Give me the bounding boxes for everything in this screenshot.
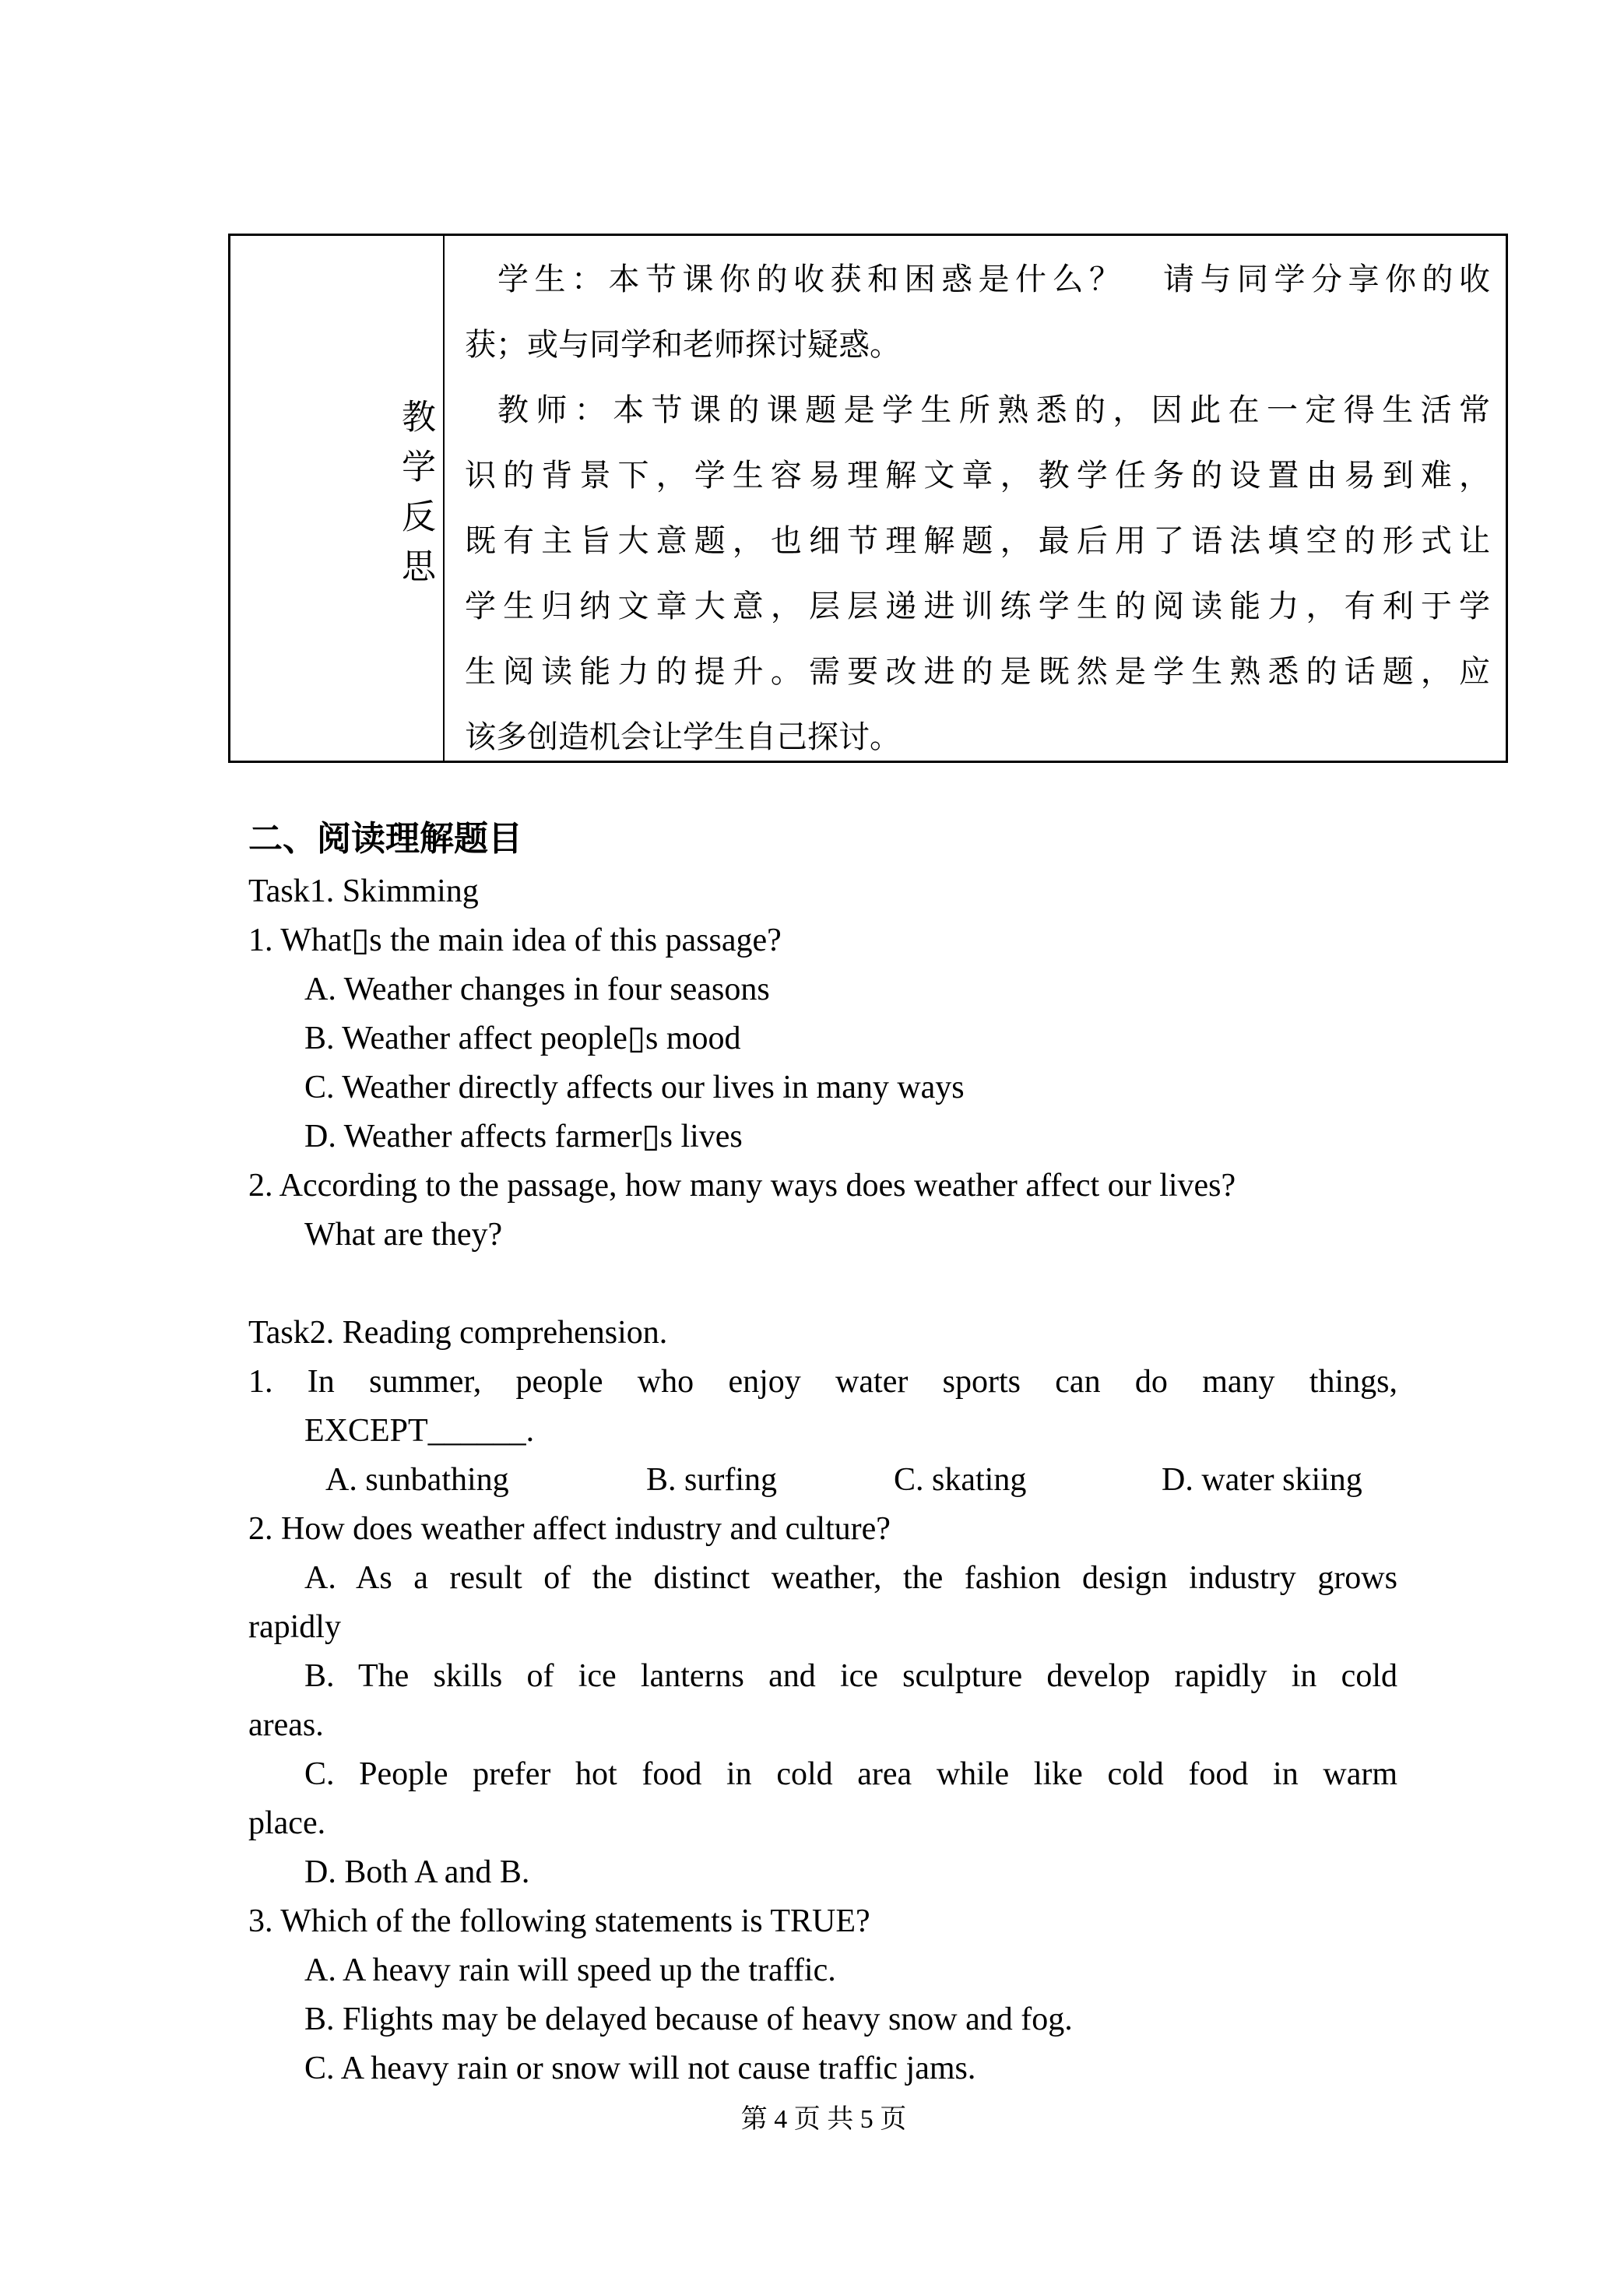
task2-q2-option-b: B. The skills of ice lanterns and ice sculpture develop rapidly in cold — [304, 1658, 1397, 1694]
task2-q2-option-b-cont: areas. — [248, 1707, 324, 1743]
task2-q1-option-c: C. skating — [894, 1462, 1027, 1498]
task2-question-2: 2. How does weather affect industry and culture? — [248, 1511, 891, 1547]
task2-title: Task2. Reading comprehension. — [248, 1315, 668, 1351]
reflection-line: 既有主旨大意题，也细节理解题，最后用了语法填空的形式让 — [465, 523, 1490, 558]
task1-question-2: 2. According to the passage, how many ways does weather affect our lives? — [248, 1168, 1236, 1204]
task2-q1-options-row — [248, 1456, 1397, 1505]
task2-q3-option-b: B. Flights may be delayed because of heavy snow and fog. — [304, 2002, 1073, 2037]
task2-q1-option-b: B. surfing — [646, 1462, 777, 1498]
task2-q2-option-c-cont: place. — [248, 1805, 326, 1841]
task1-q1-option-b: B. Weather affect people▯s mood — [304, 1021, 741, 1056]
reading-comprehension-section — [248, 816, 1397, 2093]
reflection-content-cell — [445, 236, 1506, 761]
task1-question-2-cont: What are they? — [304, 1217, 503, 1253]
reflection-line: 获；或与同学和老师探讨疑惑。 — [465, 327, 901, 362]
task2-q2-option-d: D. Both A and B. — [304, 1854, 530, 1890]
task2-q1-option-a: A. sunbathing — [325, 1462, 509, 1498]
task1-title: Task1. Skimming — [248, 873, 479, 909]
task1-q1-option-d: D. Weather affects farmer▯s lives — [304, 1119, 743, 1155]
reflection-line: 学生归纳文章大意，层层递进训练学生的阅读能力，有利于学 — [465, 589, 1490, 624]
footer-page-number: 第 4 页 共 5 页 — [740, 2105, 907, 2134]
reflection-label-cell — [230, 236, 445, 761]
task2-question-1-cont: EXCEPT______. — [304, 1413, 535, 1449]
blank-line — [248, 1260, 1397, 1309]
task2-question-3: 3. Which of the following statements is TRUE? — [248, 1903, 870, 1939]
task1-q1-option-a: A. Weather changes in four seasons — [304, 972, 770, 1007]
task2-q2-option-a-cont: rapidly — [248, 1609, 341, 1645]
reflection-line: 生阅读能力的提升。需要改进的是既然是学生熟悉的话题，应 — [465, 654, 1490, 689]
task2-q2-option-c: C. People prefer hot food in cold area while like cold food in warm — [304, 1756, 1397, 1792]
task2-q3-option-c: C. A heavy rain or snow will not cause traffic jams. — [304, 2051, 976, 2086]
teaching-reflection-table — [228, 234, 1508, 763]
task1-question-1: 1. What▯s the main idea of this passage? — [248, 923, 782, 958]
reflection-line: 学生：本节课你的收获和困惑是什么？ 请与同学分享你的收 — [497, 262, 1490, 297]
task2-question-1: 1. In summer, people who enjoy water sports can do many things, — [248, 1364, 1397, 1400]
reflection-line: 教师：本节课的课题是学生所熟悉的，因此在一定得生活常 — [497, 392, 1490, 427]
task2-q2-option-a: A. As a result of the distinct weather, the fashion design industry grows — [304, 1560, 1397, 1596]
reflection-line: 识的背景下，学生容易理解文章，教学任务的设置由易到难， — [465, 458, 1490, 493]
reflection-row-label: 教学反思 — [396, 399, 434, 598]
task1-q1-option-c: C. Weather directly affects our lives in many ways — [304, 1070, 965, 1105]
section-heading: 二、阅读理解题目 — [248, 820, 522, 858]
task2-q1-option-d: D. water skiing — [1162, 1462, 1362, 1498]
reflection-line: 该多创造机会让学生自己探讨。 — [465, 719, 901, 754]
task2-q3-option-a: A. A heavy rain will speed up the traffic. — [304, 1952, 836, 1988]
